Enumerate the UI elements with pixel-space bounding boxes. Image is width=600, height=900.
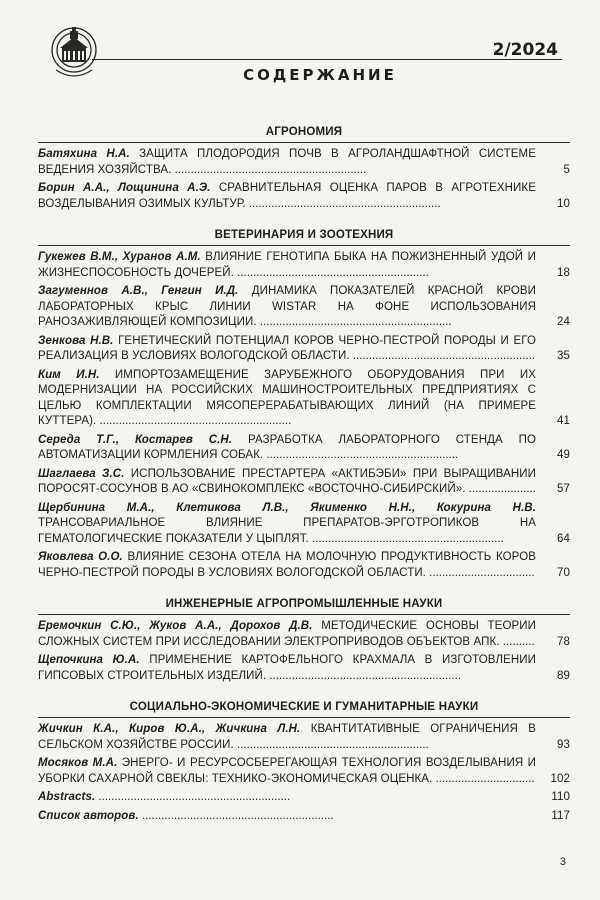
dot-leader: ............................................................ xyxy=(138,809,334,822)
toc-entry-text xyxy=(38,809,536,825)
toc-entry-page: 78 xyxy=(557,635,570,648)
toc-entry[interactable] xyxy=(38,250,570,281)
section-spacer xyxy=(38,687,570,701)
dot-leader: ......................................................... xyxy=(349,350,535,362)
dot-leader: ............................................................ xyxy=(233,266,429,279)
toc-entry-authors: Загуменнов А.В., Генгин И.Д. xyxy=(38,285,239,297)
toc-entry-page: 35 xyxy=(557,350,570,362)
toc-entry-title: ИМПОРТОЗАМЕЩЕНИЕ ЗАРУБЕЖНОГО ОБОРУДОВАНИЯ ПРИ ИХ МОДЕРНИЗАЦИИ НА РОССИЙСКИХ МАШИНОСТРОИТЕЛЬНЫХ ПРЕДПРИЯТИЯХ С ЦЕЛЬЮ КОМПЛЕКТАЦИИ МЯСОПЕРЕРАБАТЫВАЮЩИХ ЛИНИЙ (НА ПРИМЕРЕ КУТТЕРА). xyxy=(38,368,536,427)
toc-entry-text xyxy=(38,790,536,806)
toc-entry-title: ВЛИЯНИЕ ГЕНОТИПА БЫКА НА ПОЖИЗНЕННЫЙ УДОЙ И ЖИЗНЕСПОСОБНОСТЬ ДОЧЕРЕЙ. xyxy=(38,251,536,279)
toc-entry-text xyxy=(38,619,536,650)
toc-entry[interactable] xyxy=(38,433,570,464)
toc-entry-text xyxy=(38,653,536,684)
header-divider xyxy=(92,59,562,60)
toc-entry[interactable] xyxy=(38,334,570,365)
toc-entry-page: 93 xyxy=(557,738,570,751)
dot-leader: ............................................................ xyxy=(233,738,429,751)
toc-entry-title: ГЕНЕТИЧЕСКИЙ ПОТЕНЦИАЛ КОРОВ ЧЕРНО-ПЕСТРОЙ ПОРОДЫ И ЕГО РЕАЛИЗАЦИЯ В УСЛОВИЯХ ВОЛОГОДСКОЙ ОБЛАСТИ. xyxy=(38,334,536,362)
toc-entry-authors: Щербинина М.А., Клетикова Л.В., Якименко Н.Н., Кокурина Н.В. xyxy=(38,501,536,514)
toc-entry[interactable] xyxy=(38,501,570,548)
dot-leader: ............................... xyxy=(432,772,535,785)
section-spacer xyxy=(38,584,570,598)
section-heading: АГРОНОМИЯ xyxy=(265,126,343,138)
toc-entry[interactable] xyxy=(38,653,570,684)
dot-leader: ............................................................ xyxy=(245,197,441,210)
section-divider xyxy=(38,717,570,718)
toc-entry-text xyxy=(38,467,536,498)
toc-section xyxy=(38,598,570,684)
section-heading: ВЕТЕРИНАРИЯ И ЗООТЕХНИЯ xyxy=(214,229,394,241)
toc-entry[interactable] xyxy=(38,550,570,581)
section-spacer xyxy=(38,215,570,229)
toc-entry[interactable] xyxy=(38,790,570,806)
dot-leader: ............................................................ xyxy=(256,316,452,328)
toc-entry[interactable] xyxy=(38,368,570,430)
toc-entry[interactable] xyxy=(38,722,570,753)
toc-entry-text xyxy=(38,181,536,212)
toc-entry-text xyxy=(38,550,536,581)
issue-number: 2/2024 xyxy=(492,40,558,60)
toc-entry-title: МЕТОДИЧЕСКИЕ ОСНОВЫ ТЕОРИИ СЛОЖНЫХ СИСТЕМ ПРИ ИССЛЕДОВАНИИ ЭЛЕКТРОПРИВОДОВ ОБЪЕКТОВ АПК. xyxy=(38,620,536,648)
toc-entry-page: 24 xyxy=(557,316,570,328)
toc-entry-text xyxy=(38,334,536,365)
toc-entry-page: 117 xyxy=(551,809,570,822)
toc-entry-text xyxy=(38,756,536,787)
toc-entry-authors: Мосяков М.А. xyxy=(38,757,118,769)
dot-leader: ............................................................ xyxy=(171,163,367,176)
toc-entry-page: 49 xyxy=(557,449,570,461)
toc-section xyxy=(38,701,570,824)
toc-entry-page: 57 xyxy=(557,483,570,495)
toc-entry-text xyxy=(38,284,536,331)
toc-entry-authors: Середа Т.Г., Костарев С.Н. xyxy=(38,433,233,446)
toc-entry[interactable] xyxy=(38,809,570,825)
toc-entry[interactable] xyxy=(38,619,570,650)
table-of-contents xyxy=(38,126,570,827)
toc-entry-authors: Шаглаева З.С. xyxy=(38,467,125,480)
dot-leader: ............................................................ xyxy=(263,449,459,461)
toc-entry[interactable] xyxy=(38,756,570,787)
dot-leader: ............................................................ xyxy=(308,532,504,545)
toc-entry-page: 70 xyxy=(557,566,570,579)
toc-entry-text xyxy=(38,433,536,464)
dot-leader: ............................................................ xyxy=(95,791,291,803)
toc-entry-authors: Список авторов. xyxy=(38,809,139,822)
toc-entry-title: СРАВНИТЕЛЬНАЯ ОЦЕНКА ПАРОВ В АГРОТЕХНИКЕ ВОЗДЕЛЫВАНИЯ ОЗИМЫХ КУЛЬТУР. xyxy=(38,182,536,210)
toc-entry-authors: Еремочкин С.Ю., Жуков А.А., Дорохов Д.В. xyxy=(38,620,313,632)
toc-entry[interactable] xyxy=(38,181,570,212)
toc-entry-text xyxy=(38,722,536,753)
toc-entry-page: 18 xyxy=(557,266,570,279)
toc-entry-title: ИСПОЛЬЗОВАНИЕ ПРЕСТАРТЕРА «АКТИБЭБИ» ПРИ ВЫРАЩИВАНИИ ПОРОСЯТ-СОСУНОВ В АО «СВИНОКОМПЛЕКС «ВОСТОЧНО-СИБИРСКИЙ». xyxy=(38,467,536,495)
toc-entry-text xyxy=(38,250,536,281)
toc-entry-authors: Яковлева О.О. xyxy=(38,551,123,563)
toc-entry-title: ТРАНСОВАРИАЛЬНОЕ ВЛИЯНИЕ ПРЕПАРАТОВ-ЭРГОТРОПИКОВ НА ГЕМАТОЛОГИЧЕСКИЕ ПОКАЗАТЕЛИ У ЦЫПЛЯТ. xyxy=(38,517,536,545)
toc-entry-page: 10 xyxy=(557,197,570,210)
section-heading: ИНЖЕНЕРНЫЕ АГРОПРОМЫШЛЕННЫЕ НАУКИ xyxy=(165,598,443,610)
dot-leader: ..................... xyxy=(465,483,536,495)
toc-entry-authors: Борин А.А., Лощинина А.Э. xyxy=(38,182,211,194)
toc-entry-page: 64 xyxy=(557,532,570,545)
dot-leader: ............................................................ xyxy=(96,415,292,427)
toc-section xyxy=(38,229,570,581)
toc-entry-title: РАЗРАБОТКА ЛАБОРАТОРНОГО СТЕНДА ПО АВТОМАТИЗАЦИИ КОРМЛЕНИЯ СОБАК. xyxy=(38,433,537,461)
toc-entry-title: ЭНЕРГО- И РЕСУРСОСБЕРЕГАЮЩАЯ ТЕХНОЛОГИЯ ВОЗДЕЛЫВАНИЯ И УБОРКИ САХАРНОЙ СВЕКЛЫ: ТЕХНИКО-ЭКОНОМИЧЕСКАЯ ОЦЕНКА. xyxy=(38,757,536,785)
toc-entry-text xyxy=(38,368,536,430)
dot-leader: ............................................................ xyxy=(266,669,462,682)
page-title: СОДЕРЖАНИЕ xyxy=(243,66,397,84)
toc-entry-authors: Зенкова Н.В. xyxy=(38,334,114,347)
page-number: 3 xyxy=(559,856,566,868)
toc-entry-authors: Щепочкина Ю.А. xyxy=(38,654,140,666)
toc-entry-authors: Батяхина Н.А. xyxy=(38,148,130,160)
dot-leader: ................................. xyxy=(425,566,535,579)
section-divider xyxy=(38,142,570,143)
toc-entry-authors: Жичкин К.А., Киров Ю.А., Жичкина Л.Н. xyxy=(38,723,301,735)
section-divider xyxy=(38,245,570,246)
toc-entry-title: ЗАЩИТА ПЛОДОРОДИЯ ПОЧВ В АГРОЛАНДШАФТНОЙ СИСТЕМЕ ВЕДЕНИЯ ХОЗЯЙСТВА. xyxy=(38,148,536,176)
toc-entry-title: ПРИМЕНЕНИЕ КАРТОФЕЛЬНОГО КРАХМАЛА В ИЗГОТОВЛЕНИИ ГИПСОВЫХ СТРОИТЕЛЬНЫХ ИЗДЕЛИЙ. xyxy=(38,654,537,682)
toc-entry-authors: Гукежев В.М., Хуранов А.М. xyxy=(38,251,201,263)
toc-entry-page: 110 xyxy=(551,791,570,803)
toc-entry-text xyxy=(38,501,536,548)
toc-entry[interactable] xyxy=(38,147,570,178)
section-divider xyxy=(38,614,570,615)
toc-entry-page: 102 xyxy=(550,772,570,785)
toc-entry[interactable] xyxy=(38,467,570,498)
toc-entry-authors: Ким И.Н. xyxy=(38,368,100,381)
dot-leader: .......... xyxy=(499,635,535,648)
toc-entry-page: 41 xyxy=(557,415,570,427)
toc-section xyxy=(38,126,570,212)
toc-entry-title: КВАНТИТАТИВНЫЕ ОГРАНИЧЕНИЯ В СЕЛЬСКОМ ХОЗЯЙСТВЕ РОССИИ. xyxy=(38,723,537,751)
toc-entry[interactable] xyxy=(38,284,570,331)
toc-entry-page: 5 xyxy=(563,163,570,176)
toc-entry-title: ВЛИЯНИЕ СЕЗОНА ОТЕЛА НА МОЛОЧНУЮ ПРОДУКТИВНОСТЬ КОРОВ ЧЕРНО-ПЕСТРОЙ ПОРОДЫ В УСЛОВИЯХ ВОЛОГОДСКОЙ ОБЛАСТИ. xyxy=(38,551,537,579)
toc-entry-page: 89 xyxy=(557,669,570,682)
toc-entry-title: ДИНАМИКА ПОКАЗАТЕЛЕЙ КРАСНОЙ КРОВИ ЛАБОРАТОРНЫХ КРЫС ЛИНИИ WISTAR НА ФОНЕ ИСПОЛЬЗОВАНИЯ РАНОЗАЖИВЛЯЮЩЕЙ КОМПОЗИЦИИ. xyxy=(38,285,537,328)
toc-entry-authors: Abstracts. xyxy=(38,791,96,803)
toc-entry-text xyxy=(38,147,536,178)
section-heading: СОЦИАЛЬНО-ЭКОНОМИЧЕСКИЕ И ГУМАНИТАРНЫЕ НАУКИ xyxy=(129,701,479,713)
